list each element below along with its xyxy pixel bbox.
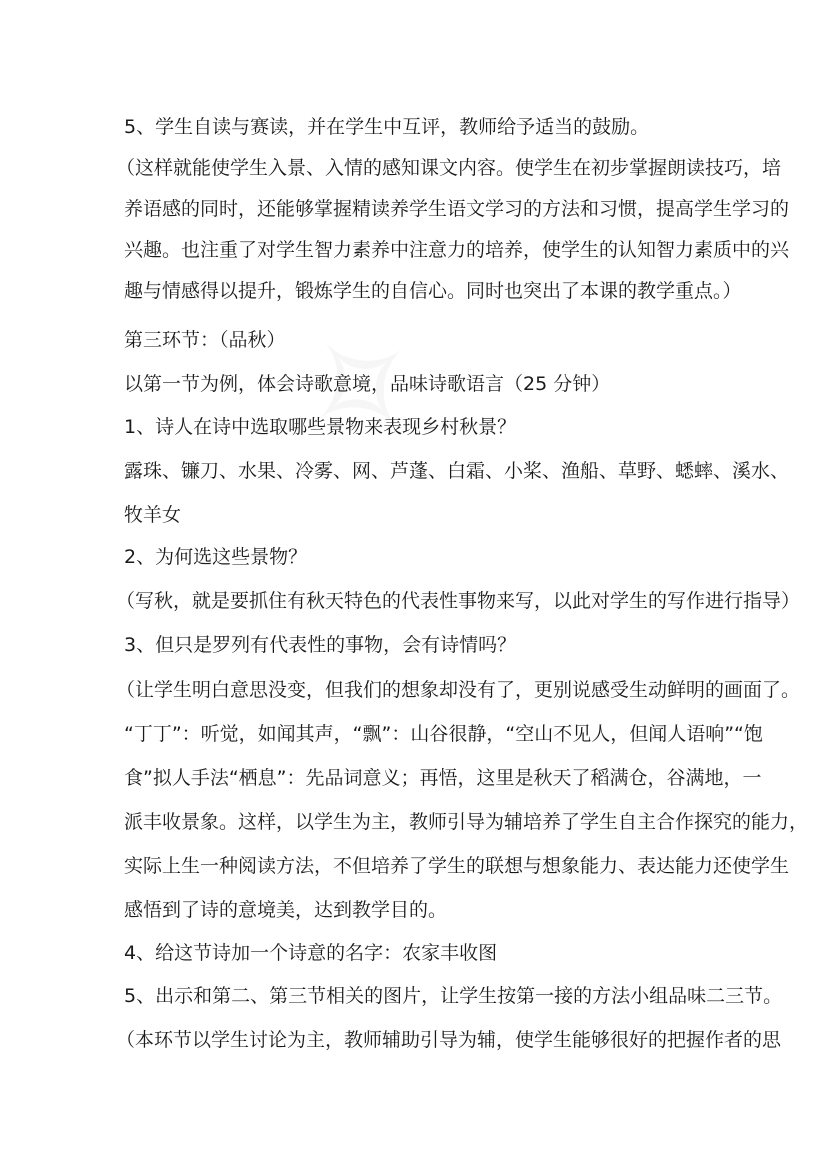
text-line: 5、出示和第二、第三节相关的图片，让学生按第一接的方法小组品味二三节。 — [124, 985, 783, 1007]
text-line: 5、学生自读与赛读，并在学生中互评，教师给予适当的鼓励。 — [124, 116, 650, 138]
text-line: （让学生明白意思没变，但我们的想象却没有了，更别说感受生动鲜明的画面了。 — [116, 679, 801, 701]
text-line: 派丰收景象。这样，以学生为主，教师引导为辅培养了学生自主合作探究的能力， — [124, 811, 809, 833]
text-line: （这样就能使学生入景、入情的感知课文内容。使学生在初步掌握朗读技巧，培 — [116, 157, 782, 179]
text-line: （写秋，就是要抓住有秋天特色的代表性事物来写，以此对学生的写作进行指导） — [116, 590, 801, 612]
text-line: 养语感的同时，还能够掌握精读养学生语文学习的方法和习惯，提高学生学习的 — [124, 198, 790, 220]
text-line: 趣与情感得以提升，锻炼学生的自信心。同时也突出了本课的教学重点。） — [124, 280, 742, 302]
text-line: 感悟到了诗的意境美，达到教学目的。 — [124, 899, 448, 921]
text-line: 露珠、镰刀、水果、冷雾、网、芦蓬、白霜、小桨、渔船、草野、蟋蟀、溪水、 — [124, 460, 790, 482]
text-line: 2、为何选这些景物？ — [124, 546, 308, 568]
text-line: 兴趣。也注重了对学生智力素养中注意力的培养，使学生的认知智力素质中的兴 — [124, 239, 790, 261]
text-line: 以第一节为例，体会诗歌意境，品味诗歌语言（25 分钟） — [124, 373, 611, 395]
text-line: 第三环节：（品秋） — [124, 329, 286, 351]
text-line: 食”拟人手法“栖息”：先品词意义；再悟，这里是秋天了稻满仓，谷满地，一 — [124, 767, 762, 789]
text-line: （本环节以学生讨论为主，教师辅助引导为辅，使学生能够很好的把握作者的思 — [116, 1029, 782, 1051]
text-line: 3、但只是罗列有代表性的事物，会有诗情吗？ — [124, 634, 517, 656]
text-line: 4、给这节诗加一个诗意的名字：农家丰收图 — [124, 942, 498, 964]
text-line: “丁丁”：听觉，如闻其声，“飘”：山谷很静，“空山不见人，但闻人语响”“饱 — [124, 723, 763, 745]
text-line: 牧羊女 — [124, 504, 182, 526]
text-line: 实际上生一种阅读方法，不但培养了学生的联想与想象能力、表达能力还使学生 — [124, 855, 790, 877]
text-line: 1、诗人在诗中选取哪些景物来表现乡村秋景？ — [124, 416, 517, 438]
